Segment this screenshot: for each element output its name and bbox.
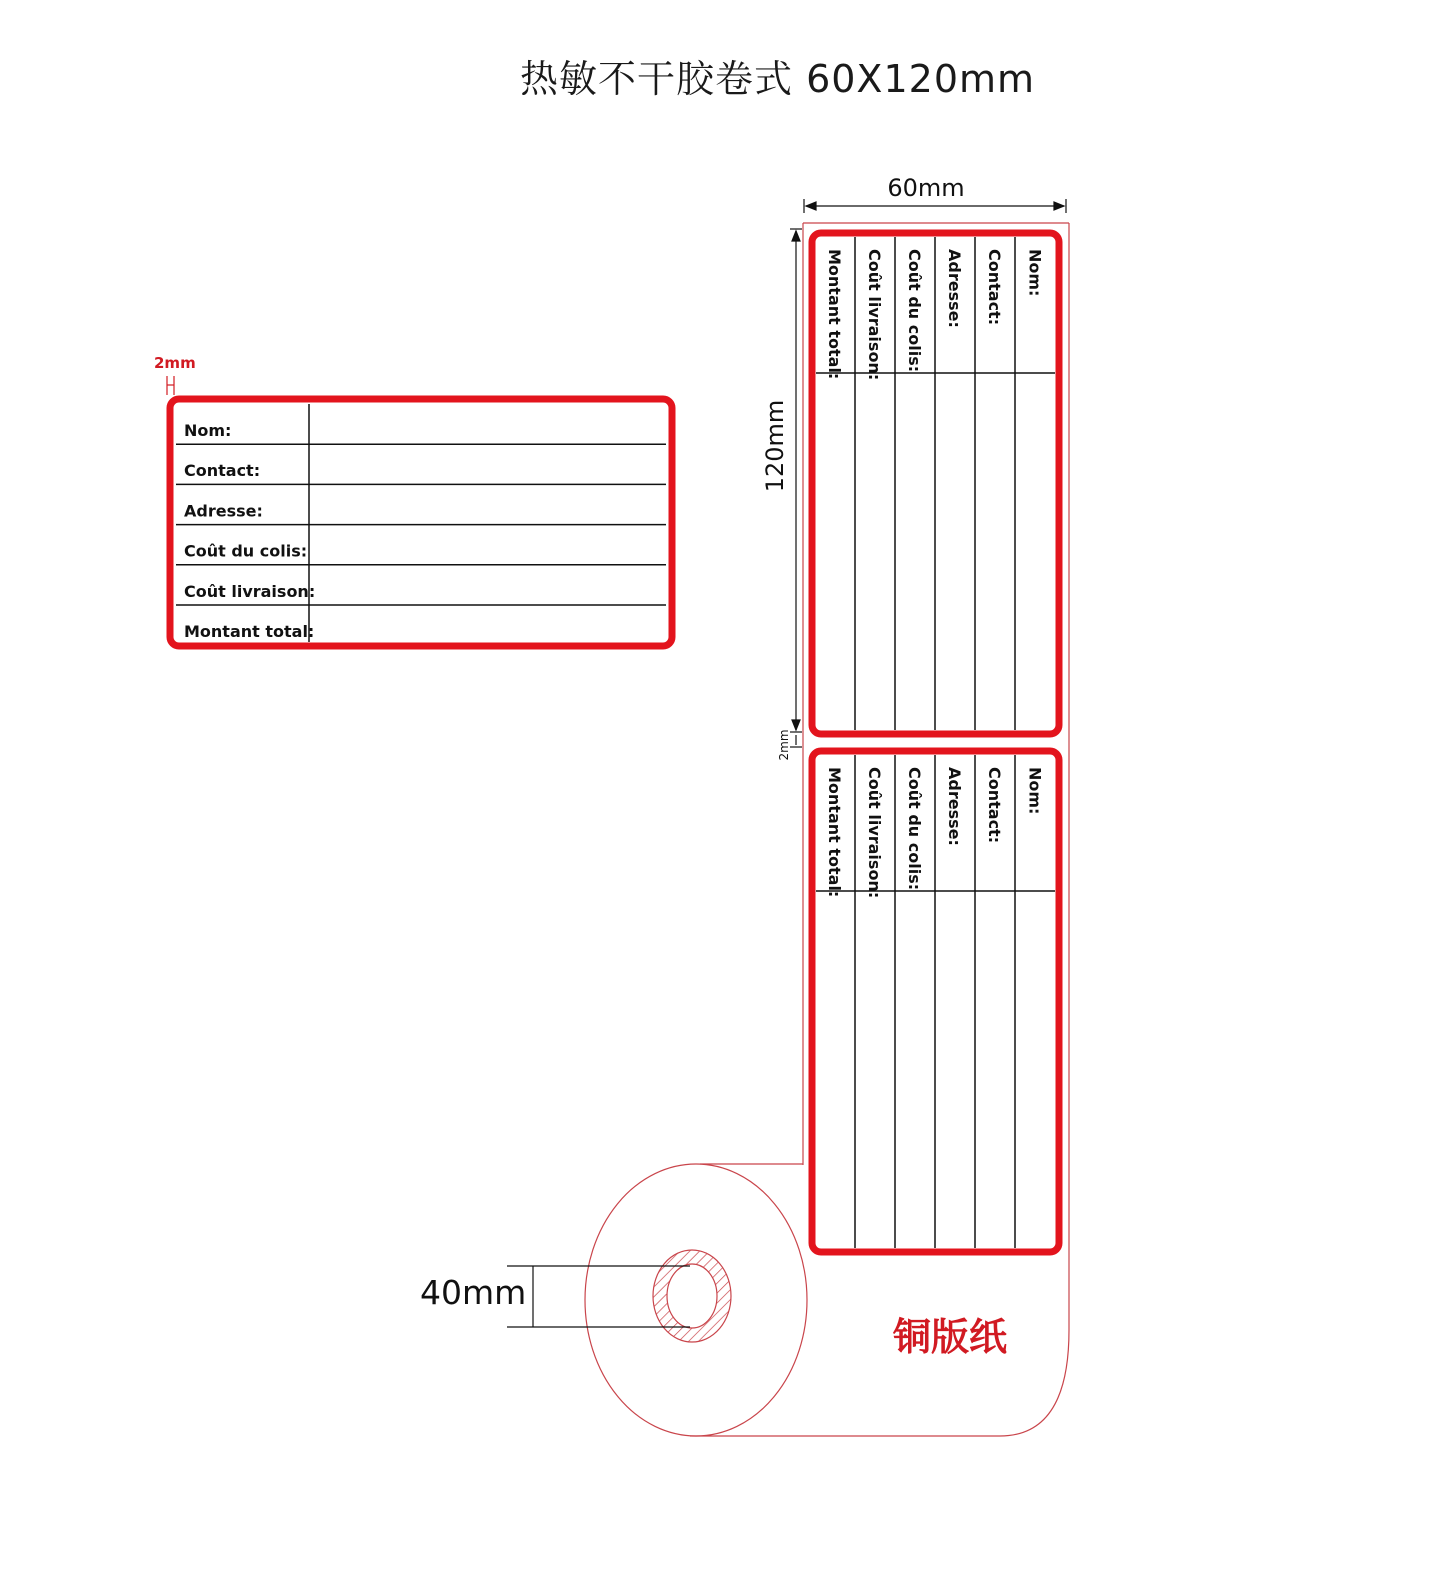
vertical-field-label: Coût du colis: (905, 249, 924, 373)
horizontal-field-label: Coût du colis: (184, 541, 308, 561)
vertical-label-1 (812, 233, 1059, 734)
vertical-field-label: Nom: (1025, 249, 1045, 297)
vertical-field-label: Contact: (985, 249, 1004, 326)
vertical-labels (812, 233, 1059, 1252)
vertical-field-label: Coût livraison: (865, 767, 884, 899)
vertical-field-label: Coût du colis: (905, 767, 924, 891)
vertical-field-label: Nom: (1025, 767, 1045, 815)
horizontal-field-label: Adresse: (184, 501, 263, 521)
margin-dimension-label: 2mm (154, 354, 196, 372)
horizontal-label-preview (154, 354, 672, 646)
horizontal-field-label: Coût livraison: (184, 581, 316, 601)
horizontal-field-label: Nom: (184, 421, 232, 440)
vertical-field-label: Adresse: (945, 767, 964, 846)
roll-outer-circle (585, 1164, 807, 1436)
vertical-field-label: Contact: (985, 767, 1004, 844)
margin-dimension-marker (167, 376, 174, 395)
vertical-field-label: Montant total: (825, 767, 844, 898)
height-dimension-line (790, 229, 802, 747)
horizontal-label-border (170, 399, 672, 646)
roll-core-hatched-ring (653, 1250, 731, 1342)
diagram-title: 热敏不干胶卷式 60X120mm (520, 57, 1036, 101)
core-dimension-label: 40mm (420, 1273, 527, 1312)
gap-dimension-label: 2mm (777, 729, 791, 761)
vertical-field-label: Adresse: (945, 249, 964, 328)
vertical-field-label: Montant total: (825, 249, 844, 380)
vertical-field-label: Coût livraison: (865, 249, 884, 381)
width-dimension-label: 60mm (887, 174, 965, 202)
horizontal-field-label: Contact: (184, 461, 261, 481)
horizontal-field-label: Montant total: (184, 622, 315, 641)
material-label: 铜版纸 (892, 1315, 1008, 1359)
height-dimension-label: 120mm (761, 399, 789, 493)
vertical-label-2 (812, 751, 1059, 1252)
roll-drawing (420, 174, 1069, 1436)
